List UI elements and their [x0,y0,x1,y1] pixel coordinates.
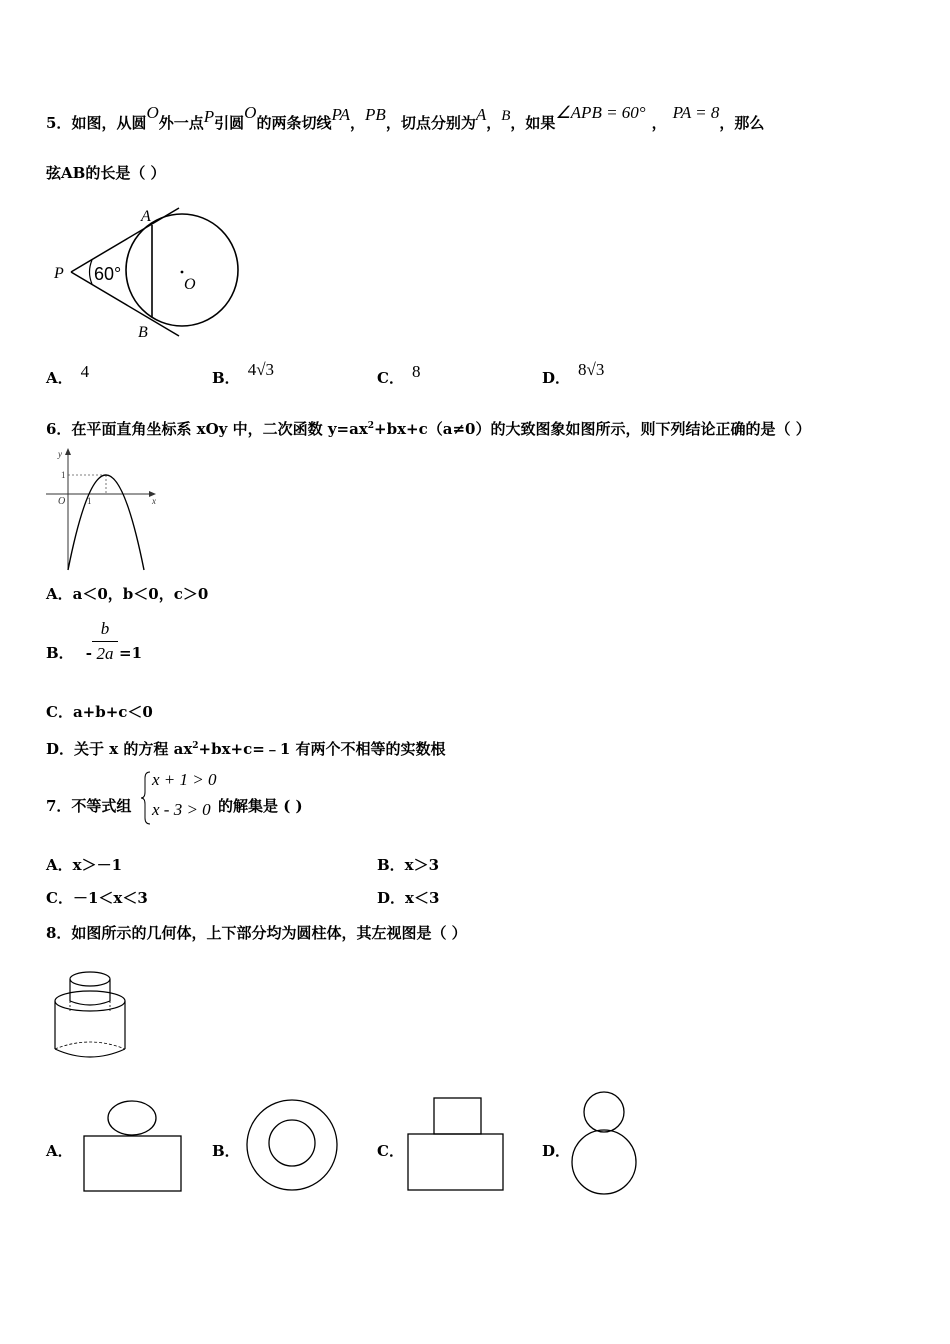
q6-option-a: A．a＜0，b＜0，c＞0 [46,585,209,603]
q5-text-3: 引圆 [214,114,245,132]
q5-condition-pa: PA = 8 [672,103,720,122]
q8-stem: 8．如图所示的几何体，上下部分均为圆柱体，其左视图是（ ） [46,924,467,942]
q7-brace [140,770,152,826]
q6-graph-y-label: y [58,449,62,459]
q5-option-d-letter: D． [542,369,571,387]
q5-sym-o2: O [244,103,257,122]
q6-option-d [46,736,445,759]
q5-comma: ， [350,114,366,132]
q6-stem [46,416,811,439]
q7-tail: 的解集是 ( ) [218,797,303,815]
q5-sym-b: B [501,108,511,124]
q7-option-a: A．x＞－1 [46,856,123,874]
q5-fig-label-p: P [54,265,64,282]
q5-option-b [212,360,275,388]
q6-option-d-sup: 2 [192,741,199,751]
q5-sym-pa: PA [331,105,351,124]
q5-line1 [46,103,765,134]
q5-option-a-letter: A． [46,369,73,387]
q5-option-c-value: 8 [411,362,421,381]
q5-tangent-figure [40,200,250,345]
q5-option-d-value: 8√3 [578,360,605,379]
q5-sym-pb: PB [365,105,386,124]
q5-fig-label-b: B [138,324,148,341]
q6-option-b-rest: =1 [119,644,143,662]
q8-option-a-figure [82,1098,184,1194]
q5-text-5: ，切点分别为 [385,114,476,132]
q6-option-b-denominator: 2a [96,644,114,663]
q6-option-b-minus: - [85,644,92,662]
q6-graph-origin: O [58,496,66,507]
q6-option-b-letter: B． [46,644,74,662]
q5-fig-label-o: O [184,276,196,293]
q5-option-c [377,362,421,388]
q6-graph-x-one: 1 [87,496,92,506]
q5-sym-o: O [146,103,159,122]
q6-option-b-numerator: b [100,619,110,638]
q5-option-a-value: 4 [80,362,90,381]
q5-comma3: ， [651,114,667,132]
q5-sym-a: A [475,105,487,124]
q5-condition-angle: ∠APB = 60° [555,103,646,122]
q5-text-1: 如图，从圆 [71,114,147,132]
q5-option-a [46,362,90,388]
q6-option-c: C．a+b+c＜0 [46,703,153,721]
q5-fig-label-a: A [141,208,151,225]
q7-option-b: B．x＞3 [377,856,440,874]
q7-option-d: D．x＜3 [377,889,440,907]
q6-option-b [46,643,92,663]
q7-inequality-1: x + 1 > 0 [152,770,217,789]
q8-option-b-figure [245,1098,340,1193]
q6-stem-b: +bx+c（a≠0）的大致图象如图所示，则下列结论正确的是（ ） [374,420,811,438]
q8-option-d-label: D． [542,1142,571,1160]
q5-text-4: 的两条切线 [256,114,332,132]
q5-fig-angle: 60° [94,264,122,284]
q5-text-7: ，那么 [719,114,765,132]
q8-option-c-label: C． [377,1142,404,1160]
q6-parabola-graph [44,446,164,571]
q6-graph-y-one: 1 [61,470,66,480]
q5-number: 5． [46,114,72,132]
q6-stem-a: 6．在平面直角坐标系 xOy 中，二次函数 y=ax [46,420,368,438]
q6-option-d-a: D．关于 x 的方程 ax [46,740,193,758]
q7-stem: 7．不等式组 [46,797,132,815]
q7-inequality-2: x - 3 > 0 [152,800,211,819]
q5-option-b-value: 4√3 [247,360,275,379]
q5-option-d [542,360,605,388]
q6-option-b-fraction-bar [92,641,118,642]
q8-option-d-figure [570,1090,640,1198]
q5-text-6: ，如果 [510,114,556,132]
q6-option-d-b: +bx+c=﹣1 有两个不相等的实数根 [198,740,446,758]
q5-line2: 弦AB的长是（ ） [46,164,166,182]
q5-option-c-letter: C． [377,369,404,387]
q8-option-b-label: B． [212,1142,240,1160]
q8-option-c-figure [406,1096,506,1193]
q5-text-2: 外一点 [158,114,204,132]
q6-option-b-fraction [92,619,118,664]
q8-option-a-label: A． [46,1142,73,1160]
q7-option-c: C．－1＜x＜3 [46,889,148,907]
q8-solid-figure [48,965,138,1065]
q5-option-b-letter: B． [212,369,240,387]
q5-comma2: ， [486,114,502,132]
q6-graph-x-label: x [152,496,156,506]
q5-sym-p: P [203,107,215,126]
q6-stem-sup: 2 [367,421,375,431]
